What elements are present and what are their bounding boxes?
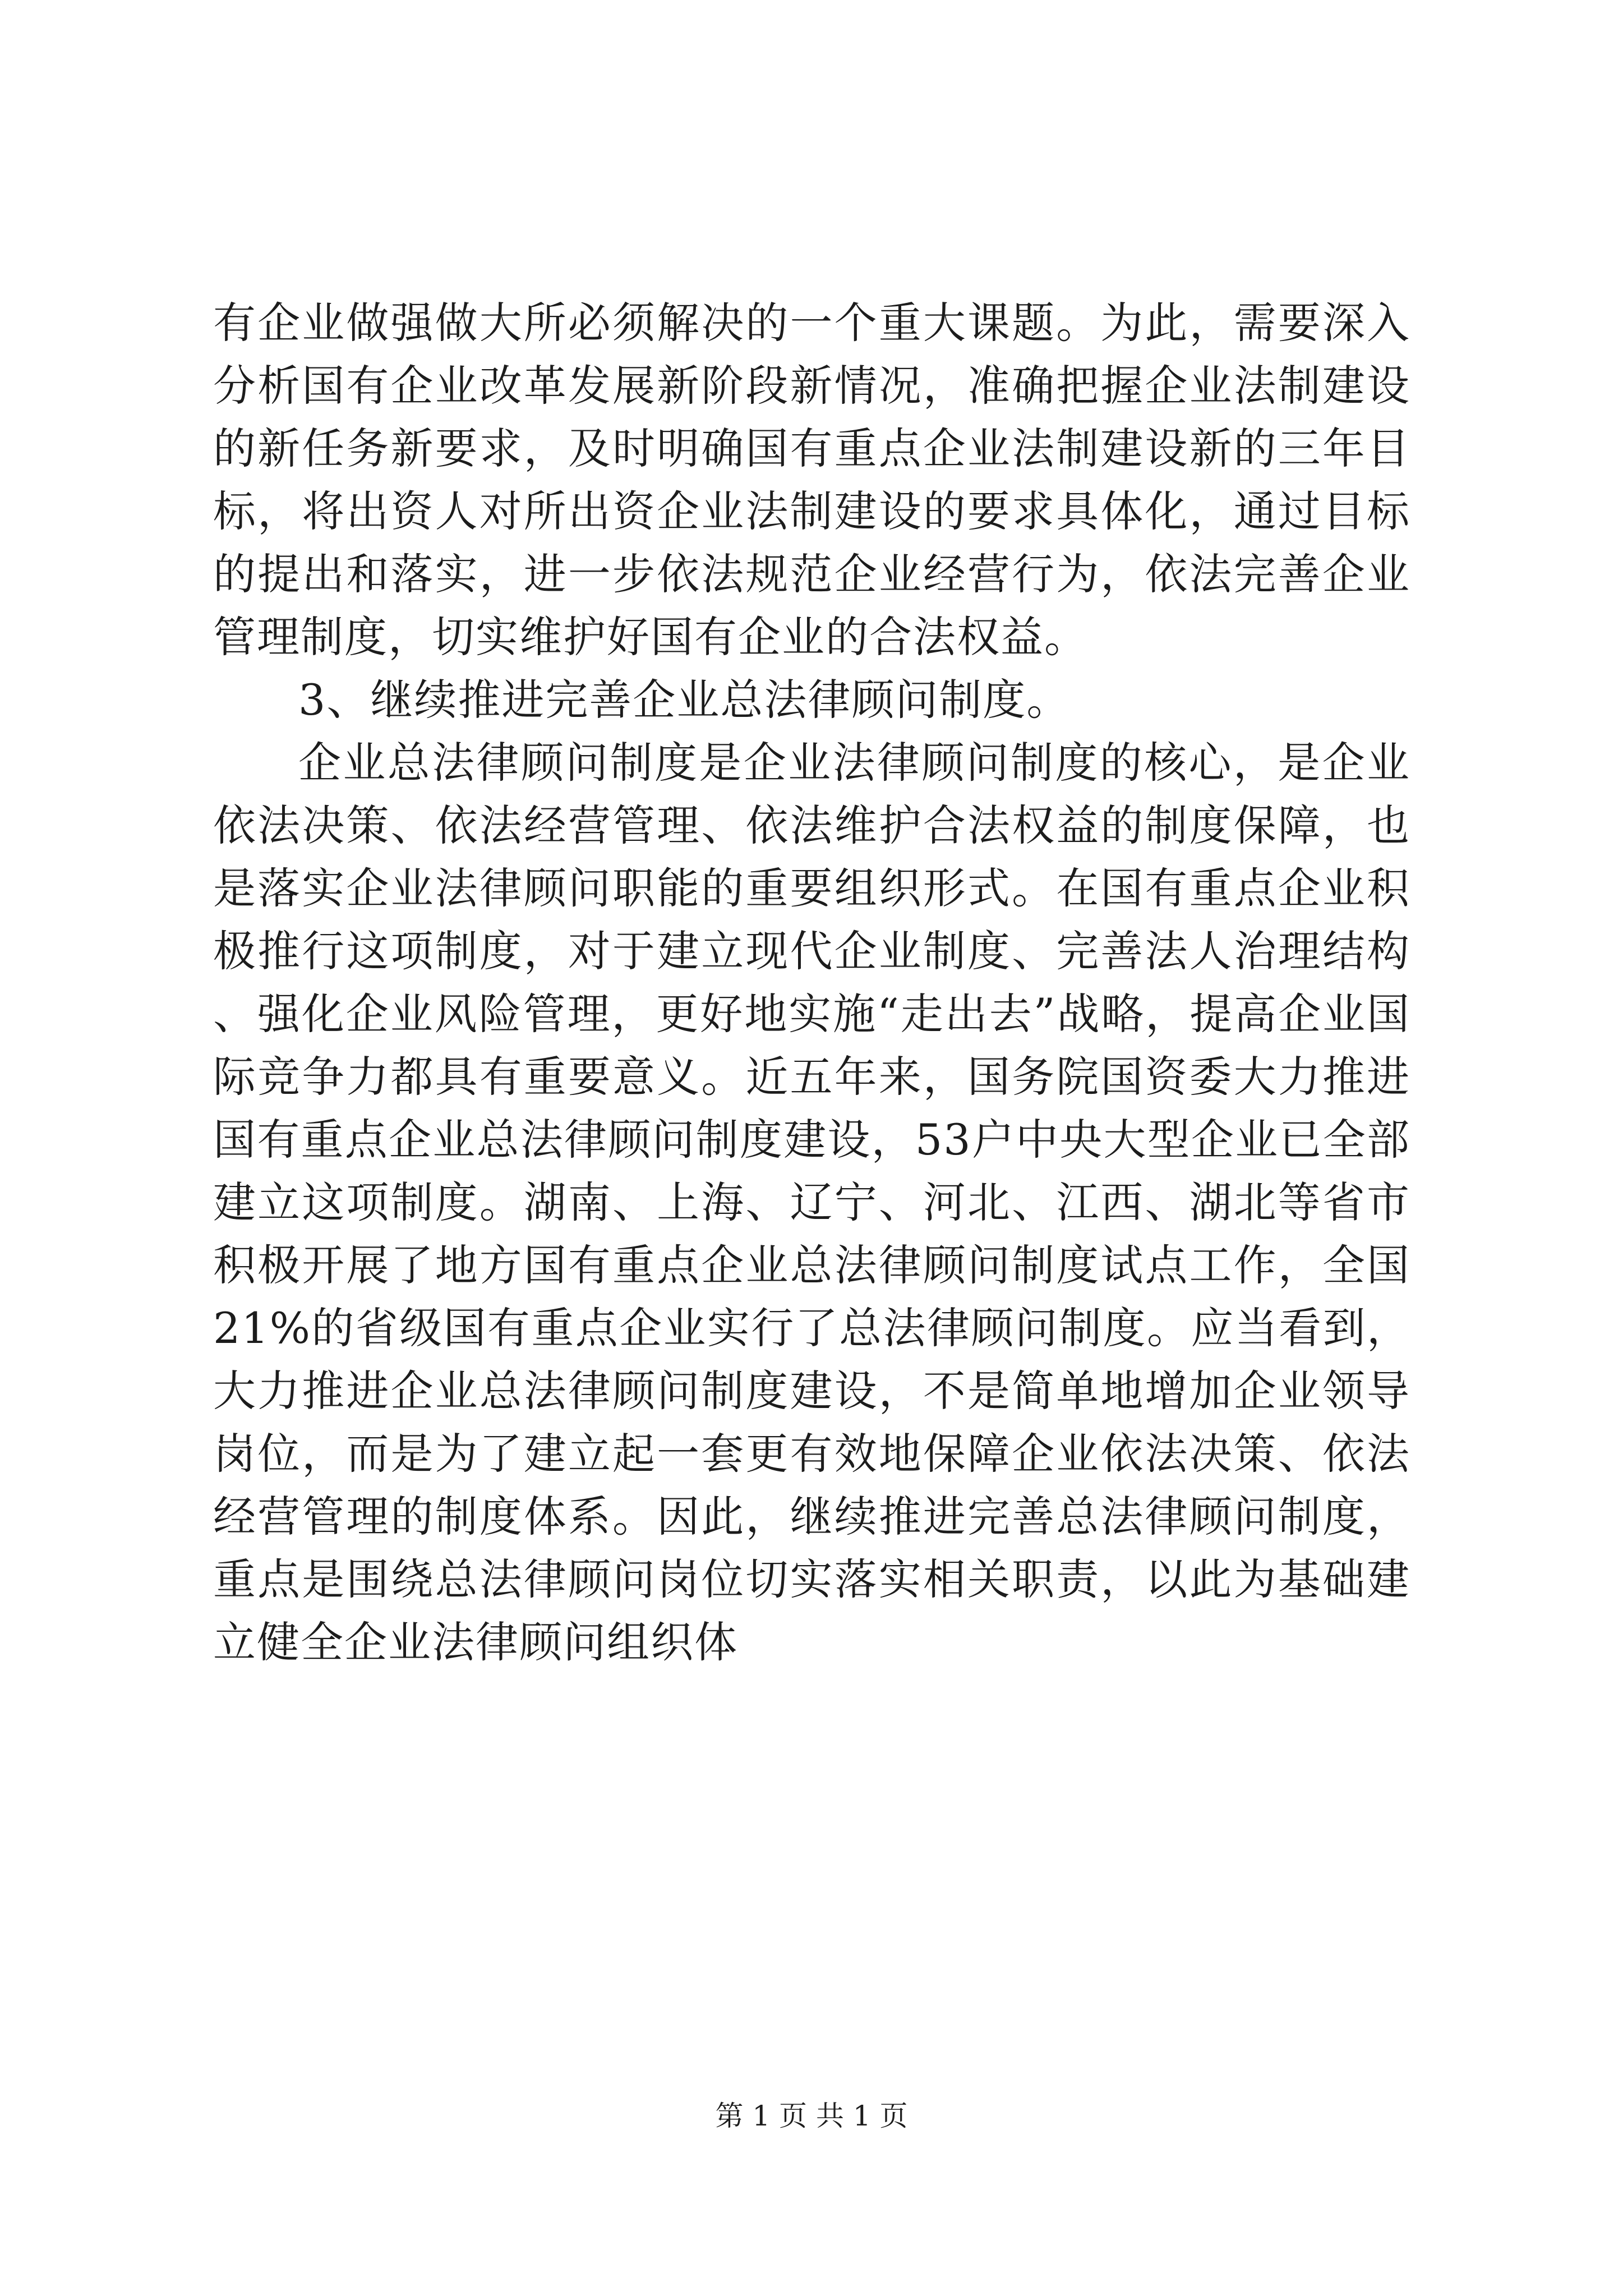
paragraph-1: 有企业做强做大所必须解决的一个重大课题。为此，需要深入分析国有企业改革发展新阶段新情况，准确把握企业法制建设的新任务新要求，及时明确国有重点企业法制建设新的三年目标，将出资人对所出资企业法制建设的要求具体化，通过目标的提出和落实，进一步依法规范企业经营行为，依法完善企业管理制度，切实维护好国有企业的合法权益。 xyxy=(213,298,1410,662)
paragraph-3: 企业总法律顾问制度是企业法律顾问制度的核心，是企业依法决策、依法经营管理、依法维护合法权益的制度保障，也是落实企业法律顾问职能的重要组织形式。在国有重点企业积极推行这项制度，对于建立现代企业制度、完善法人治理结构、强化企业风险管理，更好地实施“走出去”战略，提高企业国际竞争力都具有重要意义。近五年来，国务院国资委大力推进国有重点企业总法律顾问制度建设，53户中央大型企业已全部建立这项制度。湖南、上海、辽宁、河北、江西、湖北等省市积极开展了地方国有重点企业总法律顾问制度试点工作，全国21%的省级国有重点企业实行了总法律顾问制度。应当看到，大力推进企业总法律顾问制度建设，不是简单地增加企业领导岗位，而是为了建立起一套更有效地保障企业依法决策、依法经营管理的制度体系。因此，继续推进完善总法律顾问制度，重点是围绕总法律顾问岗位切实落实相关职责，以此为基础建立健全企业法律顾问组织体 xyxy=(213,738,1410,1667)
page-footer: 第 1 页 共 1 页 xyxy=(715,2100,908,2132)
paragraph-2-heading: 3、继续推进完善企业总法律顾问制度。 xyxy=(298,675,1071,725)
document-body xyxy=(213,292,1410,1674)
